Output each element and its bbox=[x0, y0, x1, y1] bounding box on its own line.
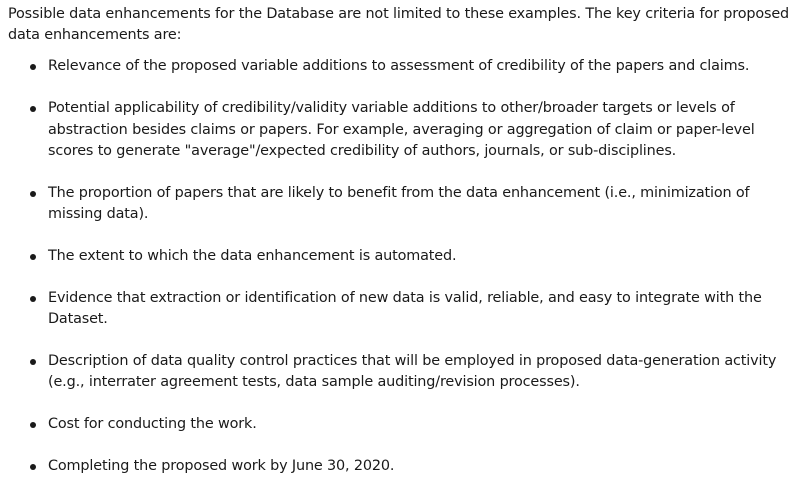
bullet-icon bbox=[30, 422, 36, 428]
bullet-icon bbox=[30, 191, 36, 197]
criteria-text: Relevance of the proposed variable additions to assessment of credibility of the papers and claims. bbox=[48, 58, 750, 75]
criteria-text: The extent to which the data enhancement is automated. bbox=[48, 248, 457, 265]
bullet-icon bbox=[30, 106, 36, 112]
criteria-item-relevance bbox=[8, 56, 798, 77]
criteria-item-quality-control bbox=[8, 351, 798, 393]
criteria-item-evidence bbox=[8, 288, 798, 330]
criteria-item-proportion bbox=[8, 183, 798, 225]
bullet-icon bbox=[30, 254, 36, 260]
bullet-icon bbox=[30, 64, 36, 70]
bullet-icon bbox=[30, 464, 36, 470]
bullet-icon bbox=[30, 359, 36, 365]
criteria-item-automation bbox=[8, 246, 798, 267]
criteria-text: Cost for conducting the work. bbox=[48, 416, 257, 433]
criteria-text: Completing the proposed work by June 30, 2020. bbox=[48, 458, 395, 475]
criteria-text: The proportion of papers that are likely to benefit from the data enhancement (i.e., minimization of missing data). bbox=[48, 184, 750, 223]
criteria-text: Potential applicability of credibility/validity variable additions to other/broader targets or levels of abstraction besides claims or papers. For example, averaging or aggregation of claim or paper-level scores to generate "average"/expected credibility of authors, journals, or sub-disciplines. bbox=[48, 100, 755, 159]
intro-paragraph: Possible data enhancements for the Database are not limited to these examples. The key criteria for proposed data enhancements are: bbox=[8, 6, 790, 44]
bullet-icon bbox=[30, 296, 36, 302]
criteria-list bbox=[8, 56, 798, 477]
criteria-item-deadline bbox=[8, 456, 798, 477]
criteria-text: Evidence that extraction or identification of new data is valid, reliable, and easy to integrate with the Dataset. bbox=[48, 290, 762, 328]
criteria-item-cost bbox=[8, 414, 798, 435]
criteria-item-applicability bbox=[8, 98, 798, 162]
criteria-text: Description of data quality control practices that will be employed in proposed data-generation activity (e.g., interrater agreement tests, data sample auditing/revision processes). bbox=[48, 353, 777, 391]
